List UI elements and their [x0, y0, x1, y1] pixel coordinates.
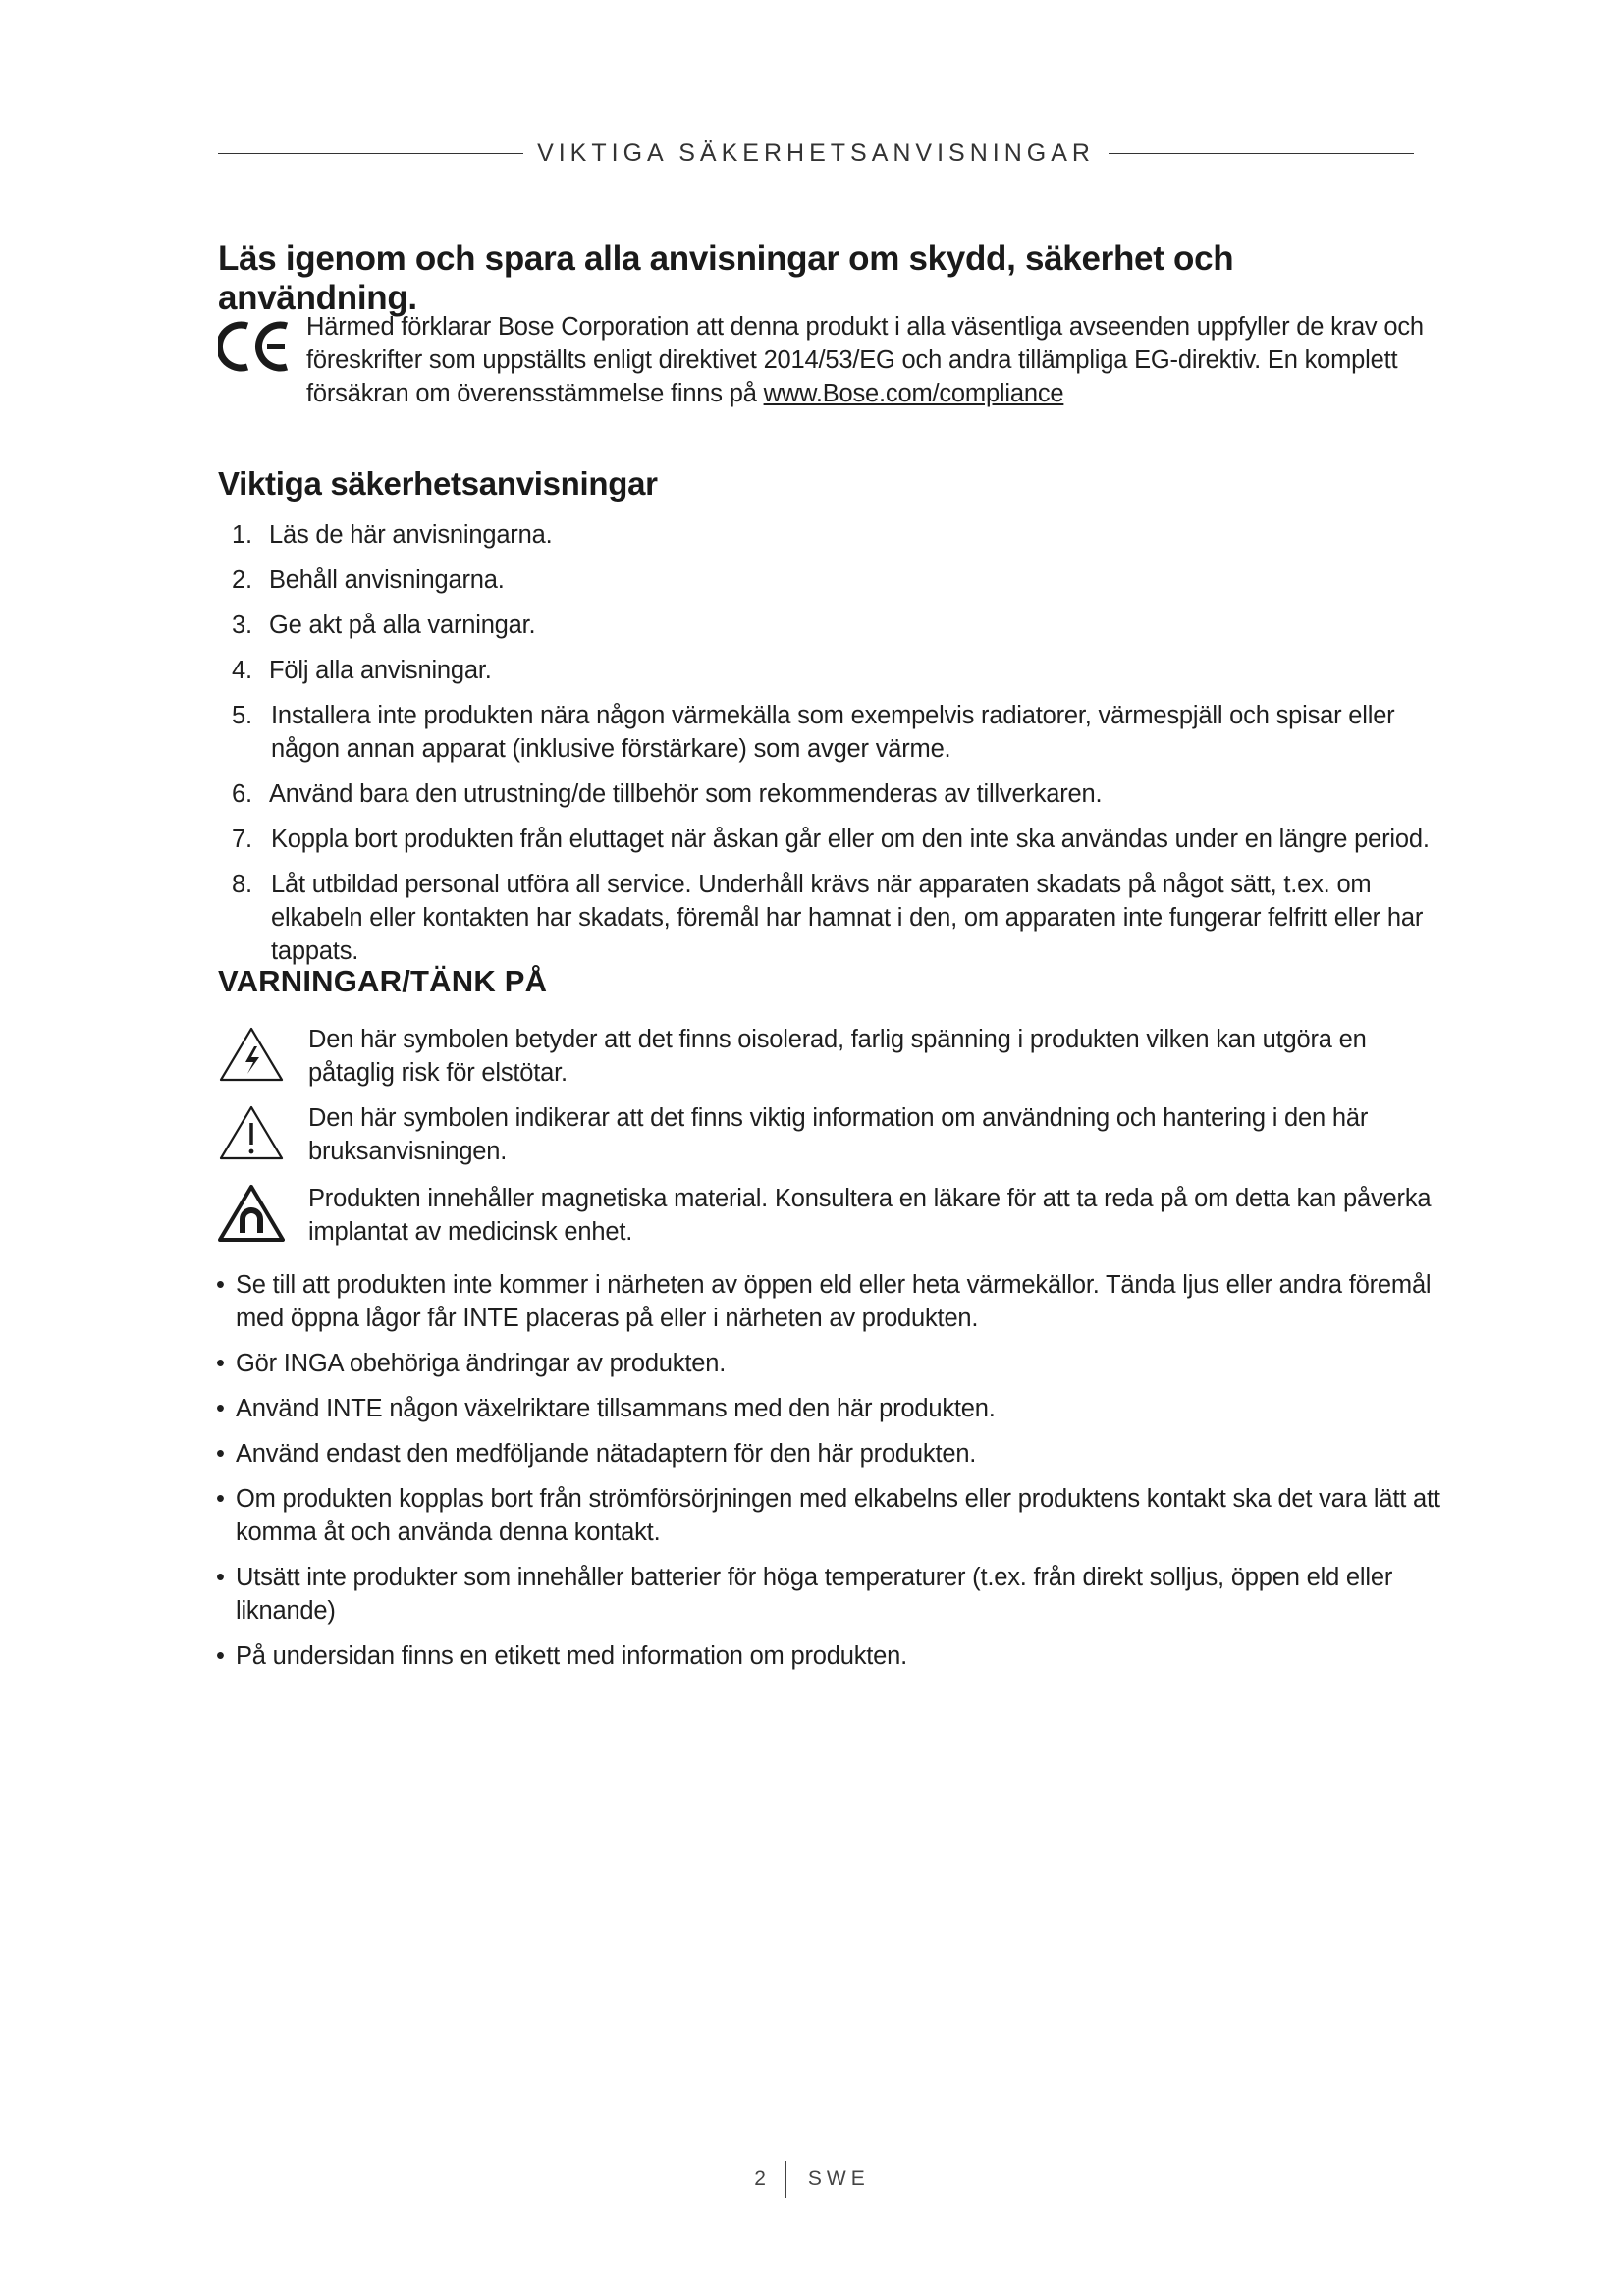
instruction-item [232, 518, 1435, 552]
symbol-warning-text: Produkten innehåller magnetiska material. Konsultera en läkare för att ta reda på om detta kan påverka implantat av medicinsk enhet. [308, 1185, 1432, 1246]
instruction-text: Koppla bort produkten från eluttaget när åskan går eller om den inte ska användas under en längre period. [271, 826, 1430, 853]
ce-declaration-text [306, 310, 1435, 410]
warning-bullet: • Se till att produkten inte kommer i närheten av öppen eld eller heta värmekällor. Tända ljus eller andra föremål med öppna lågor får INTE placeras på eller i närheten av produkten. [216, 1268, 1443, 1335]
compliance-link[interactable]: www.Bose.com/compliance [763, 380, 1064, 407]
instruction-text: Ge akt på alla varningar. [269, 612, 536, 639]
main-heading: Läs igenom och spara alla anvisningar om skydd, säkerhet och användning. [218, 240, 1234, 317]
instruction-number: 7. [232, 826, 252, 853]
safety-heading: Viktiga säkerhetsanvisningar [218, 465, 658, 502]
instruction-item [232, 699, 1435, 766]
warnings-heading: VARNINGAR/TÄNK PÅ [218, 964, 548, 998]
instruction-item [232, 777, 1435, 811]
warnings-bullet-list [216, 1268, 1443, 1684]
instruction-item [232, 654, 1435, 687]
ce-mark-icon [218, 318, 291, 375]
ce-text-body: Härmed förklarar Bose Corporation att denna produkt i alla väsentliga avseenden uppfyller de krav och föreskrifter som uppställts enligt direktivet 2014/53/EG och andra tillämpliga EG-direktiv. En komplett försäkran om överensstämmelse finns på [306, 313, 1424, 407]
instruction-number: 5. [232, 702, 252, 729]
page-number: 2 [754, 2167, 768, 2190]
running-header [218, 133, 1414, 173]
warning-bullet: • Om produkten kopplas bort från strömförsörjningen med elkabelns eller produktens kontakt ska det vara lätt att komma åt och använda denna kontakt. [216, 1482, 1443, 1549]
warning-bullet: • Utsätt inte produkter som innehåller batterier för höga temperaturer (t.ex. från direkt solljus, öppen eld eller liknande) [216, 1561, 1443, 1628]
running-header-title: VIKTIGA SÄKERHETSANVISNINGAR [537, 138, 1095, 167]
instruction-number: 6. [232, 780, 252, 808]
warning-bullet: • På undersidan finns en etikett med information om produkten. [216, 1639, 1443, 1673]
instruction-item [232, 563, 1435, 597]
page-footer [0, 2160, 1624, 2199]
instruction-text: Låt utbildad personal utföra all service. Underhåll krävs när apparaten skadats på något sätt, t.ex. om elkabeln eller kontakten har skadats, föremål har hamnat i den, om apparaten inte fungerar felfritt eller har tappats. [271, 871, 1424, 965]
instruction-number: 1. [232, 521, 252, 549]
instruction-number: 4. [232, 657, 252, 684]
language-code: SWE [807, 2167, 870, 2190]
instruction-text: Installera inte produkten nära någon värmekälla som exempelvis radiatorer, värmespjäll och spisar eller någon annan apparat (inklusive förstärkare) som avger värme. [271, 702, 1395, 763]
symbol-warning-text: Den här symbolen betyder att det finns oisolerad, farlig spänning i produkten vilken kan utgöra en påtaglig risk för elstötar. [308, 1026, 1367, 1087]
instruction-number: 8. [232, 871, 252, 898]
symbol-warning-text: Den här symbolen indikerar att det finns viktig information om användning och hantering i den här bruksanvisningen. [308, 1104, 1369, 1165]
warning-bullet: • Använd INTE någon växelriktare tillsammans med den här produkten. [216, 1392, 1443, 1425]
instruction-text: Behåll anvisningarna. [269, 566, 505, 594]
exclamation-warning-icon [218, 1103, 285, 1162]
instruction-item [232, 823, 1435, 856]
lightning-warning-icon [218, 1025, 285, 1084]
instruction-text: Följ alla anvisningar. [269, 657, 492, 684]
instruction-number: 3. [232, 612, 252, 639]
instruction-item [232, 609, 1435, 642]
warning-bullet: • Använd endast den medföljande nätadaptern för den här produkten. [216, 1437, 1443, 1470]
header-rule-right [1109, 153, 1414, 154]
header-rule-left [218, 153, 523, 154]
safety-instructions-list [232, 518, 1435, 980]
warning-bullet: • Gör INGA obehöriga ändringar av produkten. [216, 1347, 1443, 1380]
instruction-item [232, 868, 1435, 968]
instruction-text: Använd bara den utrustning/de tillbehör som rekommenderas av tillverkaren. [269, 780, 1103, 808]
magnet-warning-icon [218, 1184, 285, 1243]
instruction-text: Läs de här anvisningarna. [269, 521, 553, 549]
instruction-number: 2. [232, 566, 252, 594]
